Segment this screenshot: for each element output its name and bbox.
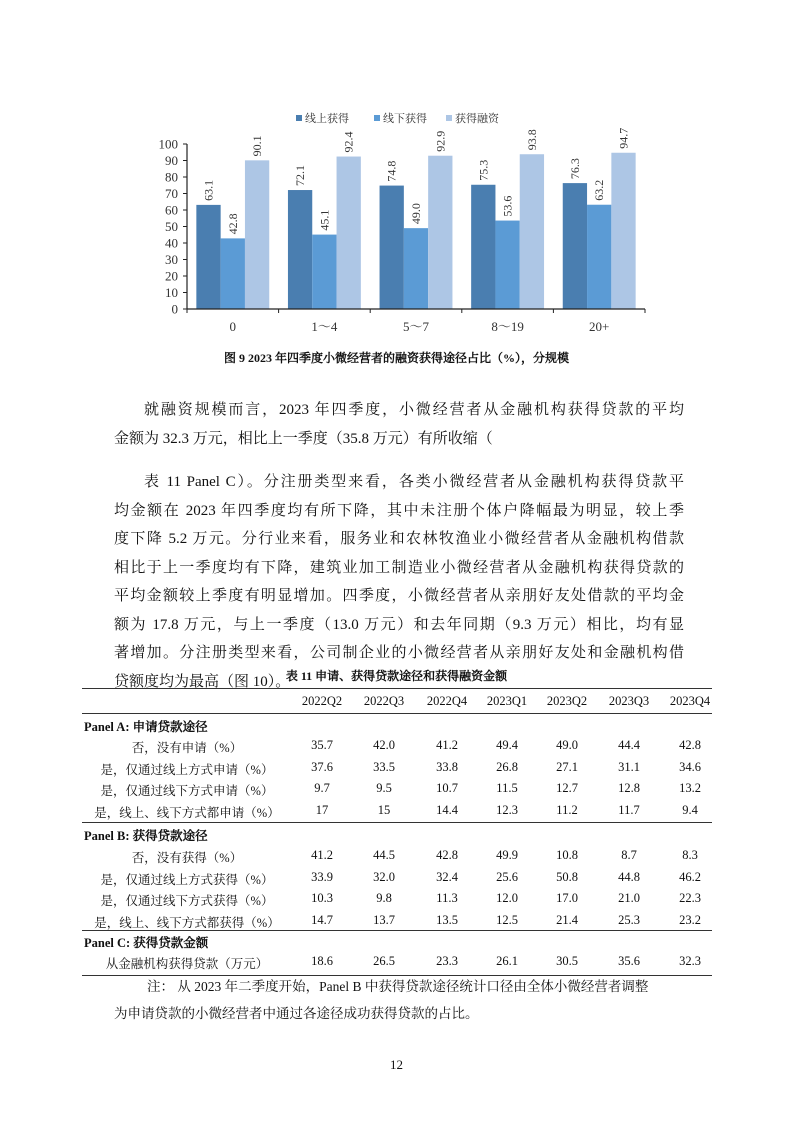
cell-value: 17 (315, 802, 329, 817)
row-label: 是，线上、线下方式都获得（%） (94, 915, 280, 930)
column-header: 2023Q4 (669, 694, 711, 708)
column-header: 2023Q1 (486, 694, 528, 708)
x-tick-label: 1～4 (311, 319, 338, 334)
bar-value-label: 75.3 (476, 159, 491, 181)
table-note-line: 为申请贷款的小微经营者中通过各途径成功获得贷款的占比。 (114, 1006, 479, 1021)
bar (471, 185, 495, 309)
cell-value: 32.0 (373, 869, 395, 884)
cell-value: 13.7 (373, 912, 395, 927)
cell-value: 41.2 (436, 738, 458, 752)
panel-title: Panel A: 申请贷款途径 (84, 720, 208, 734)
table-row (82, 781, 712, 801)
bar (312, 235, 336, 309)
cell-value: 50.8 (556, 869, 578, 884)
cell-value: 31.1 (618, 759, 640, 774)
column-header: 2022Q3 (363, 694, 405, 708)
table-row (82, 760, 712, 780)
cell-value: 32.4 (436, 869, 458, 884)
cell-value: 30.5 (556, 954, 578, 968)
paragraph-line: 额为 17.8 万元，与上一季度（13.0 万元）和去年同期（9.3 万元）相比，均有显 (114, 616, 684, 633)
cell-value: 42.8 (436, 848, 458, 862)
bar (495, 221, 519, 309)
cell-value: 12.7 (556, 781, 578, 795)
cell-value: 9.7 (314, 781, 330, 795)
legend-swatch (446, 115, 452, 121)
cell-value: 8.3 (682, 848, 698, 862)
bar-value-label: 42.8 (225, 213, 240, 235)
table-rule (82, 713, 712, 714)
bar (428, 156, 452, 309)
table-row (82, 954, 712, 974)
paragraph-line: 度下降 5.2 万元。分行业来看，服务业和农林牧渔业小微经营者从金融机构借款 (114, 531, 684, 547)
cell-value: 10.7 (436, 781, 458, 795)
y-tick-label: 70 (165, 186, 178, 201)
row-label: 是，仅通过线下方式获得（%） (100, 894, 274, 908)
cell-value: 33.8 (436, 759, 458, 774)
cell-value: 11.3 (436, 891, 458, 905)
cell-value: 11.2 (556, 802, 578, 817)
x-tick-label: 0 (229, 319, 237, 334)
column-header: 2022Q4 (426, 694, 468, 708)
table-header-row (82, 694, 712, 714)
bar-value-label: 63.1 (201, 179, 216, 201)
cell-value: 49.0 (556, 738, 578, 752)
bar-value-label: 74.8 (384, 160, 399, 182)
row-label: 是，线上、线下方式都申请（%） (94, 805, 280, 820)
y-tick-label: 90 (165, 153, 178, 168)
cell-value: 9.8 (376, 891, 392, 905)
cell-value: 13.2 (679, 781, 701, 795)
y-tick-label: 80 (165, 169, 178, 185)
row-label: 从金融机构获得贷款（万元） (105, 957, 269, 971)
paragraph-line: 金额为 32.3 万元，相比上一季度（35.8 万元）有所收缩（ (114, 430, 493, 447)
legend-label: 获得融资 (455, 113, 499, 125)
table-row (82, 738, 712, 758)
cell-value: 18.6 (311, 954, 333, 968)
bar-value-label: 90.1 (250, 135, 265, 157)
cell-value: 11.7 (618, 802, 640, 817)
bar (245, 160, 269, 309)
bar-value-label: 49.0 (409, 203, 423, 225)
bar-value-label: 45.1 (317, 209, 332, 231)
cell-value: 42.8 (679, 738, 701, 752)
y-tick-label: 60 (165, 202, 178, 218)
bar-value-label: 92.9 (433, 130, 448, 152)
cell-value: 44.5 (373, 848, 395, 862)
table-row (82, 848, 712, 868)
table-note-line: 注： 从 2023 年二季度开始，Panel B 中获得贷款途径统计口径由全体小微经营者调整 (147, 979, 649, 994)
y-tick-label: 0 (171, 301, 178, 317)
x-tick-label: 5～7 (402, 319, 430, 334)
cell-value: 15 (377, 802, 391, 817)
row-label: 是，仅通过线上方式申请（%） (100, 762, 274, 777)
bar-value-label: 76.3 (567, 158, 582, 180)
cell-value: 25.3 (618, 912, 640, 927)
figure-caption: 图 9 2023 年四季度小微经营者的融资获得途径占比（%），分规模 (223, 351, 569, 365)
cell-value: 34.6 (679, 759, 701, 774)
cell-value: 12.8 (618, 781, 640, 795)
table-rule (82, 822, 712, 823)
panel-title: Panel B: 获得贷款途径 (84, 829, 208, 843)
cell-value: 25.6 (496, 869, 518, 884)
bar (520, 154, 544, 309)
column-header: 2022Q2 (301, 694, 343, 708)
panel-title: Panel C: 获得贷款金额 (84, 936, 209, 950)
cell-value: 41.2 (311, 848, 333, 862)
bar-value-label: 63.2 (592, 179, 607, 201)
cell-value: 10.3 (311, 891, 333, 905)
bar (288, 190, 312, 309)
legend-swatch (296, 115, 302, 121)
bar-value-label: 92.4 (341, 131, 356, 153)
cell-value: 44.4 (618, 738, 640, 752)
bar-chart (120, 105, 680, 340)
cell-value: 11.5 (496, 781, 518, 795)
column-header: 2023Q3 (608, 694, 650, 708)
cell-value: 35.6 (618, 954, 640, 968)
bar (611, 153, 635, 309)
y-tick-label: 20 (165, 268, 178, 284)
y-tick-label: 30 (165, 252, 178, 267)
paragraph-line: 著增加。分注册类型来看，公司制企业的小微经营者从亲朋好友处和金融机构借 (114, 645, 684, 661)
cell-value: 44.8 (618, 869, 640, 884)
x-tick-label: 20+ (589, 319, 610, 334)
cell-value: 9.4 (682, 802, 698, 817)
y-tick-label: 50 (165, 219, 178, 234)
y-tick-label: 40 (165, 235, 178, 251)
cell-value: 46.2 (679, 869, 701, 884)
x-tick-label: 8～19 (491, 319, 524, 334)
cell-value: 42.0 (373, 738, 395, 752)
cell-value: 26.5 (373, 954, 395, 968)
bar (221, 238, 245, 309)
cell-value: 12.3 (496, 802, 518, 817)
paragraph-1 (114, 396, 684, 453)
paragraph-line: 表 11 Panel C）。分注册类型来看，各类小微经营者从金融机构获得贷款平 (144, 474, 684, 490)
table-rule (82, 930, 712, 931)
cell-value: 32.3 (679, 954, 701, 968)
cell-value: 26.1 (496, 954, 518, 968)
cell-value: 12.5 (496, 912, 518, 927)
y-tick-label: 100 (158, 136, 178, 152)
cell-value: 8.7 (621, 848, 637, 862)
row-label: 是，仅通过线下方式申请（%） (100, 784, 274, 798)
y-tick-label: 10 (165, 285, 178, 300)
bar (337, 157, 361, 309)
paragraph-line: 就融资规模而言，2023 年四季度，小微经营者从金融机构获得贷款的平均 (144, 402, 684, 418)
bar-value-label: 72.1 (293, 165, 308, 187)
cell-value: 49.4 (496, 738, 518, 752)
table-title: 表 11 申请、获得贷款途径和获得融资金额 (285, 669, 508, 683)
bar-value-label: 53.6 (500, 195, 515, 217)
bar-value-label: 93.8 (524, 129, 539, 151)
table-rule (82, 688, 712, 689)
cell-value: 26.8 (496, 759, 518, 774)
table-row (82, 803, 712, 823)
cell-value: 33.5 (373, 759, 395, 774)
legend-swatch (374, 115, 380, 121)
bar (563, 183, 587, 309)
cell-value: 14.7 (311, 912, 333, 927)
column-header: 2023Q2 (546, 694, 588, 708)
row-label: 否，没有获得（%） (131, 851, 243, 865)
cell-value: 17.0 (556, 891, 578, 905)
page-number: 12 (390, 1057, 403, 1072)
bar-value-label: 94.7 (616, 127, 631, 149)
row-label: 是，仅通过线上方式获得（%） (100, 872, 274, 887)
paragraph-line: 相比于上一季度均有下降，建筑业加工制造业小微经营者从金融机构获得贷款的 (114, 559, 684, 576)
legend-label: 线下获得 (383, 113, 427, 125)
legend-label: 线上获得 (305, 113, 349, 125)
cell-value: 14.4 (436, 802, 458, 817)
cell-value: 23.3 (436, 954, 458, 968)
paragraph-line: 贷额度均为最高（图 10）。 (114, 673, 291, 690)
bar (587, 205, 611, 309)
cell-value: 10.8 (556, 848, 578, 862)
paragraph-line: 平均金额较上季度有明显增加。四季度，小微经营者从亲朋好友处借款的平均金 (114, 588, 684, 604)
cell-value: 49.9 (496, 848, 518, 862)
cell-value: 22.3 (679, 891, 701, 905)
cell-value: 13.5 (436, 912, 458, 927)
cell-value: 9.5 (376, 781, 392, 795)
table-row (82, 870, 712, 890)
cell-value: 21.0 (618, 891, 640, 905)
cell-value: 33.9 (311, 869, 333, 884)
row-label: 否，没有申请（%） (131, 741, 243, 755)
paragraph-line: 均金额在 2023 年四季度均有所下降，其中未注册个体户降幅最为明显，较上季 (114, 502, 684, 519)
bar (196, 205, 220, 309)
cell-value: 23.2 (679, 912, 701, 927)
bar (404, 228, 428, 309)
cell-value: 35.7 (311, 738, 333, 752)
cell-value: 27.1 (556, 759, 578, 774)
table-row (82, 891, 712, 911)
cell-value: 12.0 (496, 891, 518, 905)
bar (380, 186, 404, 309)
cell-value: 37.6 (311, 759, 333, 774)
cell-value: 21.4 (556, 912, 578, 927)
paragraph-2 (114, 468, 684, 696)
